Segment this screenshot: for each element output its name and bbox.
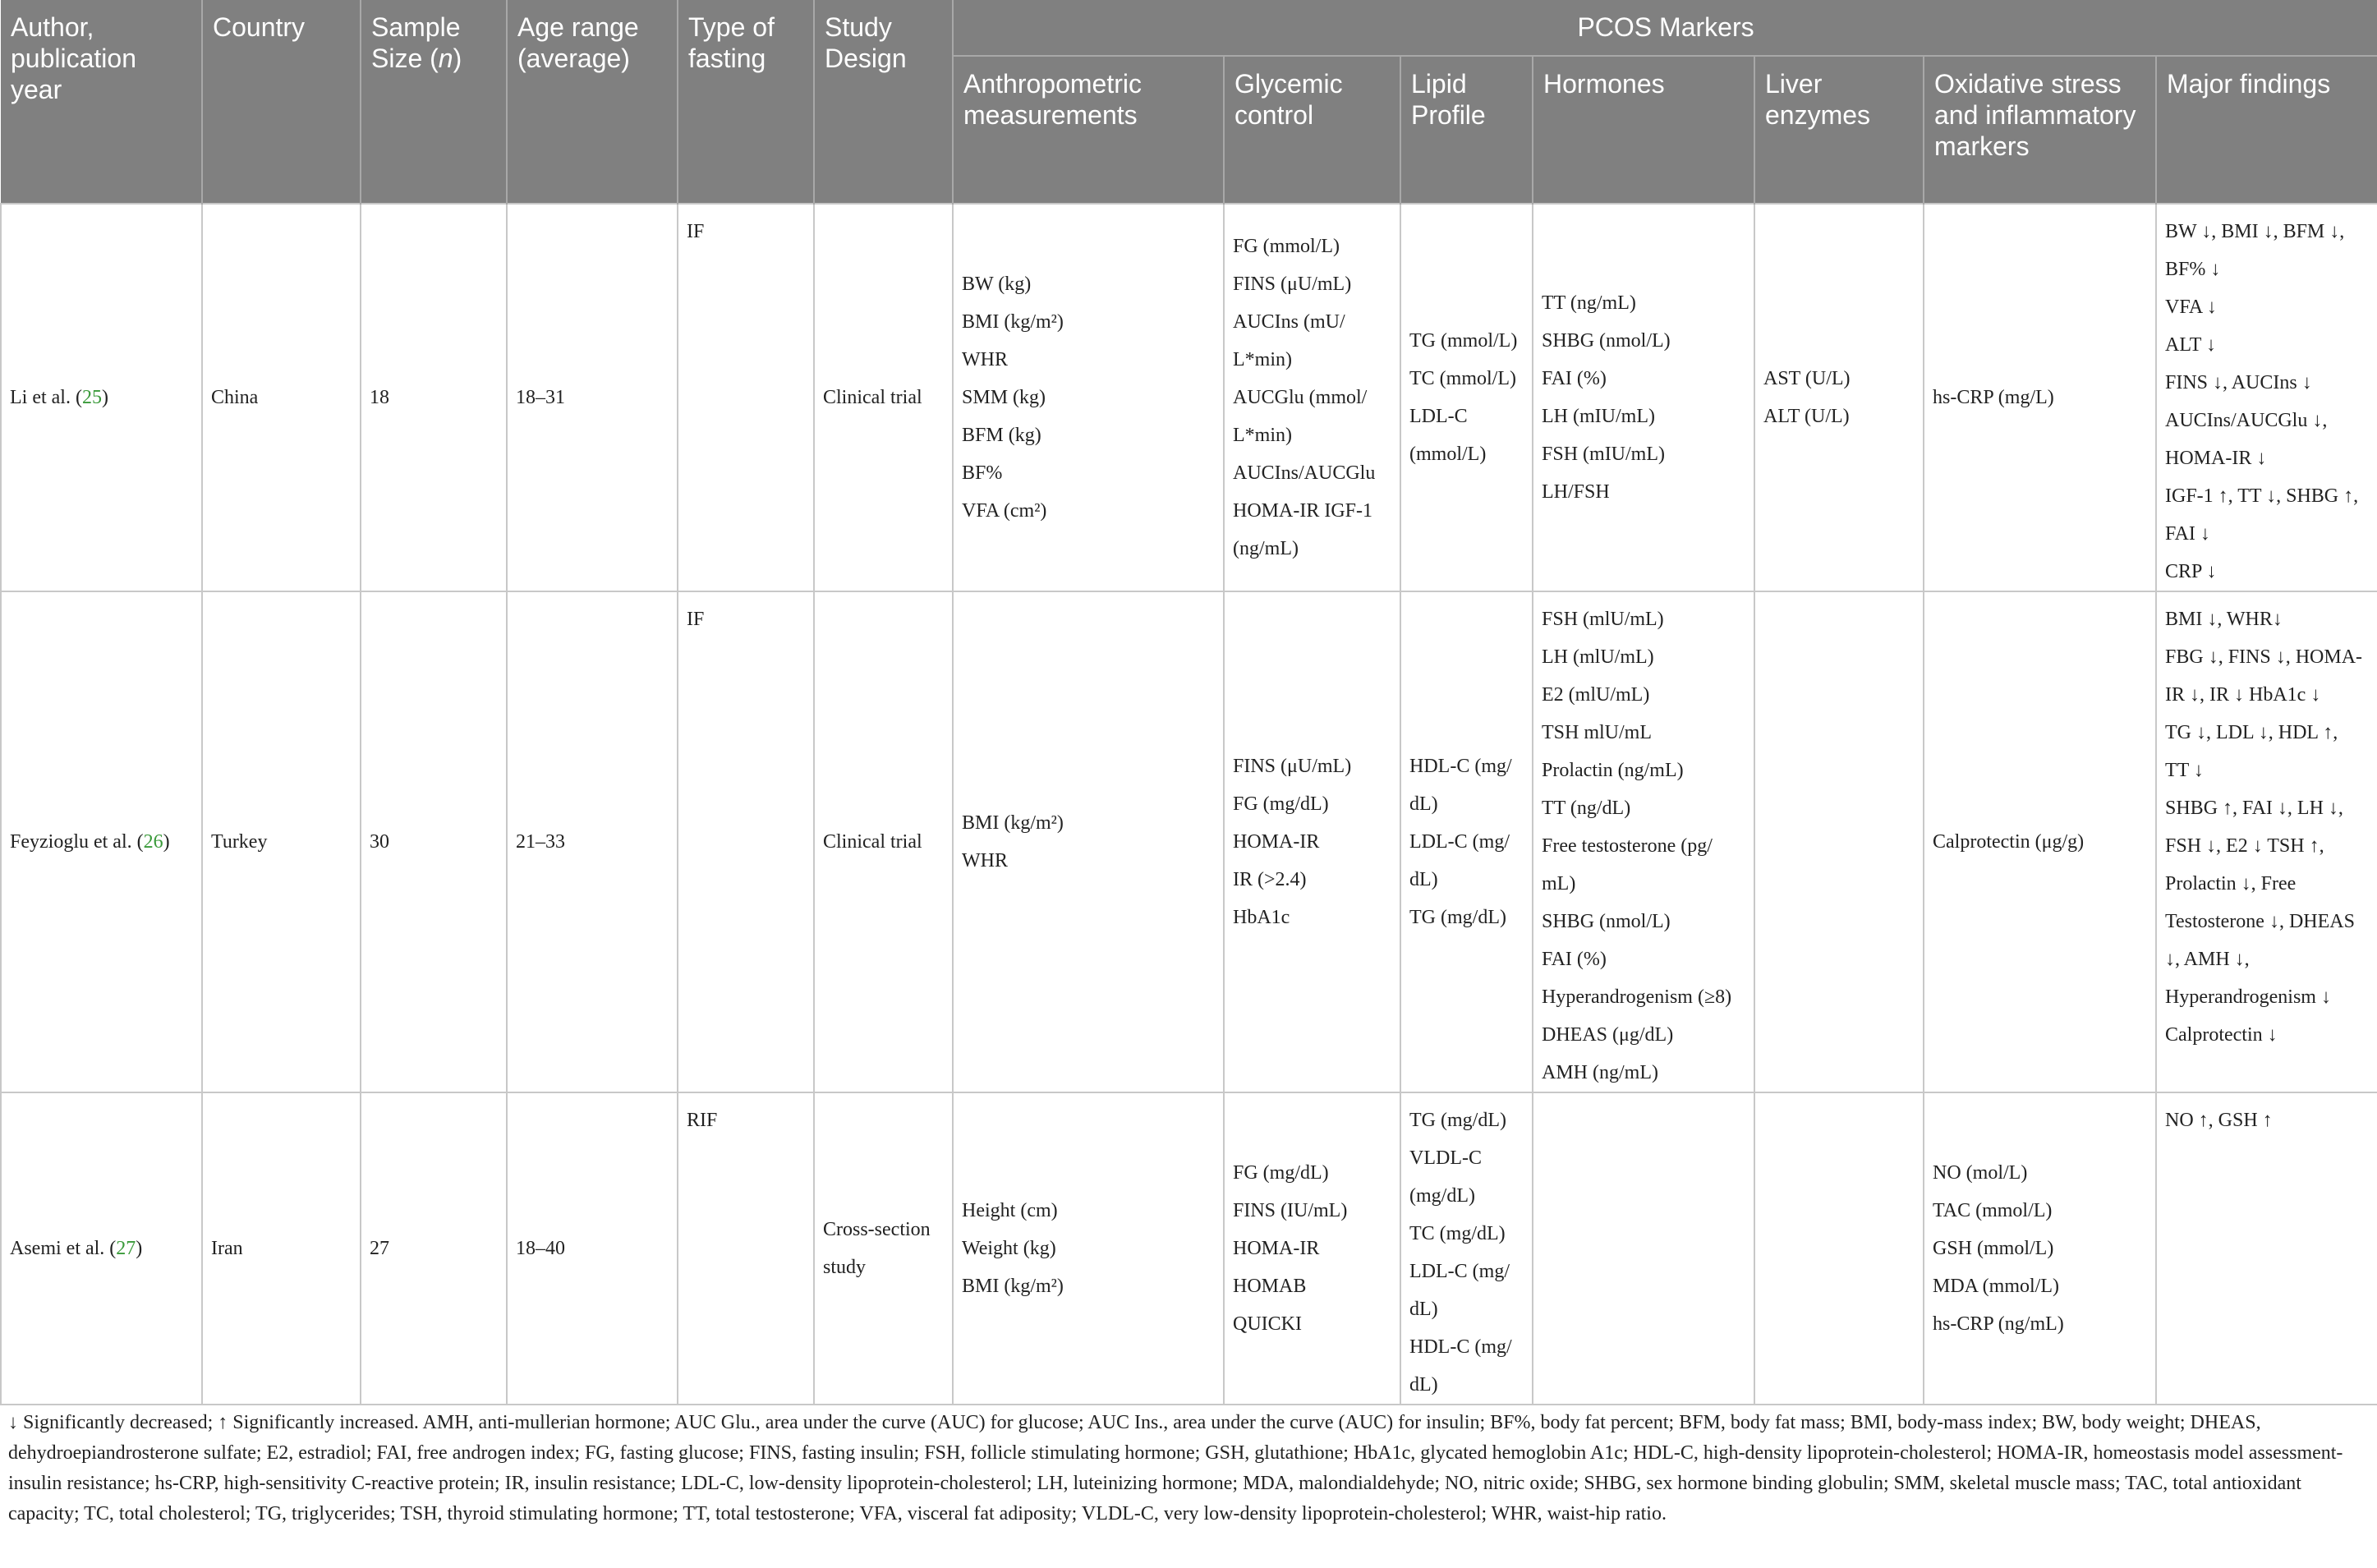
- header-country: Country: [202, 0, 361, 204]
- cell-line: WHR: [962, 850, 1008, 871]
- cell-line: GSH (mmol/L): [1933, 1238, 2054, 1259]
- cell-line: AUCGlu (mmol/: [1233, 387, 1368, 408]
- header-fasting-type: Type of fasting: [678, 0, 814, 204]
- author-name: Asemi et al. (: [10, 1238, 117, 1259]
- cell-line: SHBG (nmol/L): [1542, 911, 1671, 932]
- cell-line: Weight (kg): [962, 1238, 1056, 1259]
- cell-lines: [1233, 747, 1391, 936]
- cell-oxidative: [1924, 1092, 2156, 1405]
- cell-line: HOMA-IR IGF-1: [1233, 500, 1372, 522]
- cell-lines: [1233, 228, 1391, 568]
- cell-line: HOMA-IR: [1233, 831, 1320, 853]
- author-ref-close: ): [163, 831, 170, 853]
- cell-line: Hyperandrogenism ↓: [2165, 986, 2331, 1008]
- cell-line: TC (mmol/L): [1409, 368, 1516, 389]
- cell-line: AST (U/L): [1763, 368, 1851, 389]
- cell-line: HOMA-IR ↓: [2165, 448, 2267, 469]
- cell-line: BW ↓, BMI ↓, BFM ↓,: [2165, 221, 2345, 242]
- cell-line: L*min): [1233, 425, 1292, 446]
- cell-line: LH (mIU/mL): [1542, 406, 1655, 427]
- table-row: [1, 204, 2377, 591]
- cell-hormones: [1533, 1092, 1754, 1405]
- cell-line: FINS (IU/mL): [1233, 1200, 1348, 1221]
- cell-line: SHBG ↑, FAI ↓, LH ↓,: [2165, 798, 2343, 819]
- cell-line: SMM (kg): [962, 387, 1046, 408]
- cell-glycemic: [1224, 1092, 1400, 1405]
- cell-line: mL): [1542, 873, 1576, 894]
- cell-line: LH (mlU/mL): [1542, 646, 1654, 668]
- cell-anthropometric: [953, 591, 1224, 1092]
- cell-line: AMH (ng/mL): [1542, 1062, 1658, 1083]
- cell-line: E2 (mlU/mL): [1542, 684, 1650, 706]
- cell-line: (ng/mL): [1233, 538, 1299, 559]
- cell-line: WHR: [962, 349, 1008, 370]
- table-footnote: ↓ Significantly decreased; ↑ Significantly increased. AMH, anti-mullerian hormone; AUC Glu., area under the curve (AUC) for glucose; AUC Ins., area under the curve (AUC) for insulin; BF%, body fat percent; BFM, body fat mass; BMI, body-mass index; BW, body weight; DHEAS, dehydroepiandrosterone sulfate; E2, estradiol; FAI, free androgen index; FG, fasting glucose; FINS, fasting insulin; FSH, follicle stimulating hormone; GSH, glutathione; HbA1c, glycated hemoglobin A1c; HDL-C, high-density lipoprotein-cholesterol; HOMA-IR, homeostasis model assessment-insulin resistance; hs-CRP, high-sensitivity C-reactive protein; IR, insulin resistance; LDL-C, low-density lipoprotein-cholesterol; LH, luteinizing hormone; MDA, malondialdehyde; NO, nitric oxide; SHBG, sex hormone binding globulin; SMM, skeletal muscle mass; TAC, total antioxidant capacity; TC, total cholesterol; TG, triglycerides; TSH, thyroid stimulating hormone; TT, total testosterone; VFA, visceral fat adiposity; VLDL-C, very low-density lipoprotein-cholesterol; WHR, waist-hip ratio.: [8, 1412, 2343, 1524]
- header-sample-size: [361, 0, 507, 204]
- cell-line: Hyperandrogenism (≥8): [1542, 986, 1732, 1008]
- cell-line: BF% ↓: [2165, 259, 2221, 280]
- cell-lines: [1409, 322, 1524, 473]
- cell-line: FG (mg/dL): [1233, 793, 1329, 815]
- cell-line: LDL-C (mg/: [1409, 831, 1510, 853]
- header-oxidative: Oxidative stress and inflammatory markers: [1924, 56, 2156, 204]
- cell-line: FSH ↓, E2 ↓ TSH ↑,: [2165, 835, 2324, 857]
- cell-line: BMI ↓, WHR↓: [2165, 609, 2283, 630]
- cell-line: BMI (kg/m²): [962, 1276, 1064, 1297]
- cell-line: HbA1c: [1233, 907, 1290, 928]
- cell-author: [1, 1092, 202, 1405]
- cell-line: L*min): [1233, 349, 1292, 370]
- cell-lines: [962, 804, 1215, 880]
- cell-anthropometric: [953, 204, 1224, 591]
- cell-line: CRP ↓: [2165, 561, 2217, 582]
- cell-line: Calprotectin ↓: [2165, 1024, 2278, 1046]
- cell-line: FG (mmol/L): [1233, 236, 1340, 257]
- cell-oxidative: [1924, 591, 2156, 1092]
- cell-line: dL): [1409, 1374, 1438, 1396]
- cell-lines: [1933, 1154, 2147, 1343]
- header-lipid: Lipid Profile: [1400, 56, 1533, 204]
- table-row: [1, 1092, 2377, 1405]
- cell-lines: [823, 1211, 944, 1286]
- cell-line: HDL-C (mg/: [1409, 756, 1512, 777]
- cell-line: hs-CRP (mg/L): [1933, 387, 2054, 408]
- cell-line: QUICKI: [1233, 1313, 1302, 1335]
- cell-line: FINS (μU/mL): [1233, 756, 1352, 777]
- cell-lines: [2165, 600, 2369, 1054]
- cell-line: HOMAB: [1233, 1276, 1307, 1297]
- author-name: Li et al. (: [10, 387, 82, 408]
- header-sample-pre: Sample Size (: [371, 12, 461, 73]
- cell-study-design: Clinical trial: [814, 591, 953, 1092]
- cell-line: MDA (mmol/L): [1933, 1276, 2059, 1297]
- header-anthropometric: Anthropometric measurements: [953, 56, 1224, 204]
- cell-lines: [2165, 213, 2369, 591]
- cell-lipid: [1400, 1092, 1533, 1405]
- cell-line: BW (kg): [962, 274, 1032, 295]
- cell-line: BF%: [962, 462, 1003, 484]
- header-hormones: Hormones: [1533, 56, 1754, 204]
- cell-line: dL): [1409, 1299, 1438, 1320]
- cell-line: TT (ng/mL): [1542, 292, 1636, 314]
- cell-oxidative: [1924, 204, 2156, 591]
- header-findings: Major findings: [2156, 56, 2377, 204]
- cell-lines: [962, 1192, 1215, 1305]
- cell-anthropometric: [953, 1092, 1224, 1405]
- cell-line: TG (mmol/L): [1409, 330, 1518, 352]
- cell-country: Iran: [202, 1092, 361, 1405]
- cell-line: ↓, AMH ↓,: [2165, 949, 2250, 970]
- cell-line: dL): [1409, 793, 1438, 815]
- author-ref: 25: [81, 387, 102, 408]
- cell-line: IR ↓, IR ↓ HbA1c ↓: [2165, 684, 2321, 706]
- cell-lines: [1763, 360, 1915, 435]
- cell-country: China: [202, 204, 361, 591]
- author-ref: 27: [116, 1238, 136, 1259]
- cell-hormones: [1533, 204, 1754, 591]
- cell-findings: [2156, 591, 2377, 1092]
- cell-line: Height (cm): [962, 1200, 1058, 1221]
- cell-lines: [1933, 379, 2147, 416]
- cell-line: ALT ↓: [2165, 334, 2217, 356]
- author-ref: 26: [143, 831, 163, 853]
- header-author: Author, publication year: [1, 0, 202, 204]
- cell-findings: [2156, 204, 2377, 591]
- cell-lines: [1233, 1154, 1391, 1343]
- cell-lines: [1409, 1101, 1524, 1404]
- cell-liver: [1754, 591, 1924, 1092]
- cell-lipid: [1400, 591, 1533, 1092]
- cell-age-range: 18–31: [507, 204, 678, 591]
- cell-line: AUCIns (mU/: [1233, 311, 1345, 333]
- cell-liver: [1754, 1092, 1924, 1405]
- cell-line: SHBG (nmol/L): [1542, 330, 1671, 352]
- author-ref-close: ): [136, 1238, 143, 1259]
- cell-line: FSH (mIU/mL): [1542, 444, 1665, 465]
- header-glycemic: Glycemic control: [1224, 56, 1400, 204]
- cell-line: FAI (%): [1542, 368, 1607, 389]
- cell-lines: [1933, 823, 2147, 861]
- table-header: [1, 0, 2377, 204]
- cell-country: Turkey: [202, 591, 361, 1092]
- cell-line: FINS (μU/mL): [1233, 274, 1352, 295]
- cell-line: DHEAS (μg/dL): [1542, 1024, 1674, 1046]
- table-body: [1, 204, 2377, 1405]
- cell-glycemic: [1224, 591, 1400, 1092]
- cell-lipid: [1400, 204, 1533, 591]
- cell-fasting-type: IF: [678, 591, 814, 1092]
- cell-sample-size: 18: [361, 204, 507, 591]
- cell-lines: [1542, 600, 1745, 1092]
- cell-line: hs-CRP (ng/mL): [1933, 1313, 2064, 1335]
- cell-line: TG ↓, LDL ↓, HDL ↑,: [2165, 722, 2338, 743]
- cell-line: FAI ↓: [2165, 523, 2210, 545]
- cell-line: TT (ng/dL): [1542, 798, 1631, 819]
- author-name: Feyzioglu et al. (: [10, 831, 144, 853]
- cell-line: TT ↓: [2165, 760, 2204, 781]
- cell-line: NO ↑, GSH ↑: [2165, 1110, 2273, 1131]
- table-row: [1, 591, 2377, 1092]
- cell-line: Prolactin ↓, Free: [2165, 873, 2297, 894]
- cell-lines: [1542, 284, 1745, 511]
- cell-age-range: 21–33: [507, 591, 678, 1092]
- cell-line: BMI (kg/m²): [962, 812, 1064, 834]
- cell-lines: [2165, 1101, 2369, 1139]
- cell-sample-size: 30: [361, 591, 507, 1092]
- cell-line: LDL-C: [1409, 406, 1468, 427]
- author-ref-close: ): [101, 387, 108, 408]
- cell-author: [1, 591, 202, 1092]
- cell-line: study: [823, 1257, 867, 1278]
- cell-study-design: Clinical trial: [814, 204, 953, 591]
- cell-line: Testosterone ↓, DHEAS: [2165, 911, 2355, 932]
- cell-line: Prolactin (ng/mL): [1542, 760, 1684, 781]
- cell-line: Cross-section: [823, 1219, 931, 1240]
- cell-line: LH/FSH: [1542, 481, 1610, 503]
- cell-line: TG (mg/dL): [1409, 907, 1506, 928]
- cell-fasting-type: IF: [678, 204, 814, 591]
- cell-line: AUCIns/AUCGlu: [1233, 462, 1376, 484]
- cell-line: TAC (mmol/L): [1933, 1200, 2053, 1221]
- cell-fasting-type: RIF: [678, 1092, 814, 1405]
- cell-lines: [1409, 747, 1524, 936]
- cell-age-range: 18–40: [507, 1092, 678, 1405]
- cell-findings: [2156, 1092, 2377, 1405]
- header-pcos-markers: PCOS Markers: [953, 0, 2377, 56]
- cell-line: FSH (mlU/mL): [1542, 609, 1664, 630]
- cell-line: LDL-C (mg/: [1409, 1261, 1510, 1282]
- cell-line: Free testosterone (pg/: [1542, 835, 1713, 857]
- header-study-design: Study Design: [814, 0, 953, 204]
- cell-line: IR (>2.4): [1233, 869, 1307, 890]
- cell-line: TG (mg/dL): [1409, 1110, 1506, 1131]
- cell-line: VFA (cm²): [962, 500, 1047, 522]
- cell-line: FG (mg/dL): [1233, 1162, 1329, 1184]
- cell-line: HOMA-IR: [1233, 1238, 1320, 1259]
- cell-hormones: [1533, 591, 1754, 1092]
- cell-line: HDL-C (mg/: [1409, 1336, 1512, 1358]
- cell-line: FBG ↓, FINS ↓, HOMA-: [2165, 646, 2363, 668]
- cell-sample-size: 27: [361, 1092, 507, 1405]
- cell-glycemic: [1224, 204, 1400, 591]
- cell-line: BFM (kg): [962, 425, 1041, 446]
- header-sample-n: n: [438, 44, 453, 73]
- cell-line: TC (mg/dL): [1409, 1223, 1506, 1244]
- header-age-range: Age range (average): [507, 0, 678, 204]
- cell-line: Calprotectin (μg/g): [1933, 831, 2085, 853]
- header-sample-post: ): [453, 44, 462, 73]
- cell-lines: [962, 265, 1215, 530]
- cell-line: VLDL-C: [1409, 1147, 1482, 1169]
- cell-line: (mmol/L): [1409, 444, 1487, 465]
- cell-liver: [1754, 204, 1924, 591]
- header-liver: Liver enzymes: [1754, 56, 1924, 204]
- cell-line: IGF-1 ↑, TT ↓, SHBG ↑,: [2165, 485, 2359, 507]
- cell-line: FAI (%): [1542, 949, 1607, 970]
- cell-line: VFA ↓: [2165, 297, 2217, 318]
- cell-line: TSH mlU/mL: [1542, 722, 1653, 743]
- cell-line: dL): [1409, 869, 1438, 890]
- cell-line: BMI (kg/m²): [962, 311, 1064, 333]
- cell-line: NO (mol/L): [1933, 1162, 2028, 1184]
- cell-author: [1, 204, 202, 591]
- cell-line: ALT (U/L): [1763, 406, 1850, 427]
- cell-line: AUCIns/AUCGlu ↓,: [2165, 410, 2328, 431]
- cell-study-design: [814, 1092, 953, 1405]
- cell-line: (mg/dL): [1409, 1185, 1475, 1207]
- cell-line: FINS ↓, AUCIns ↓: [2165, 372, 2312, 393]
